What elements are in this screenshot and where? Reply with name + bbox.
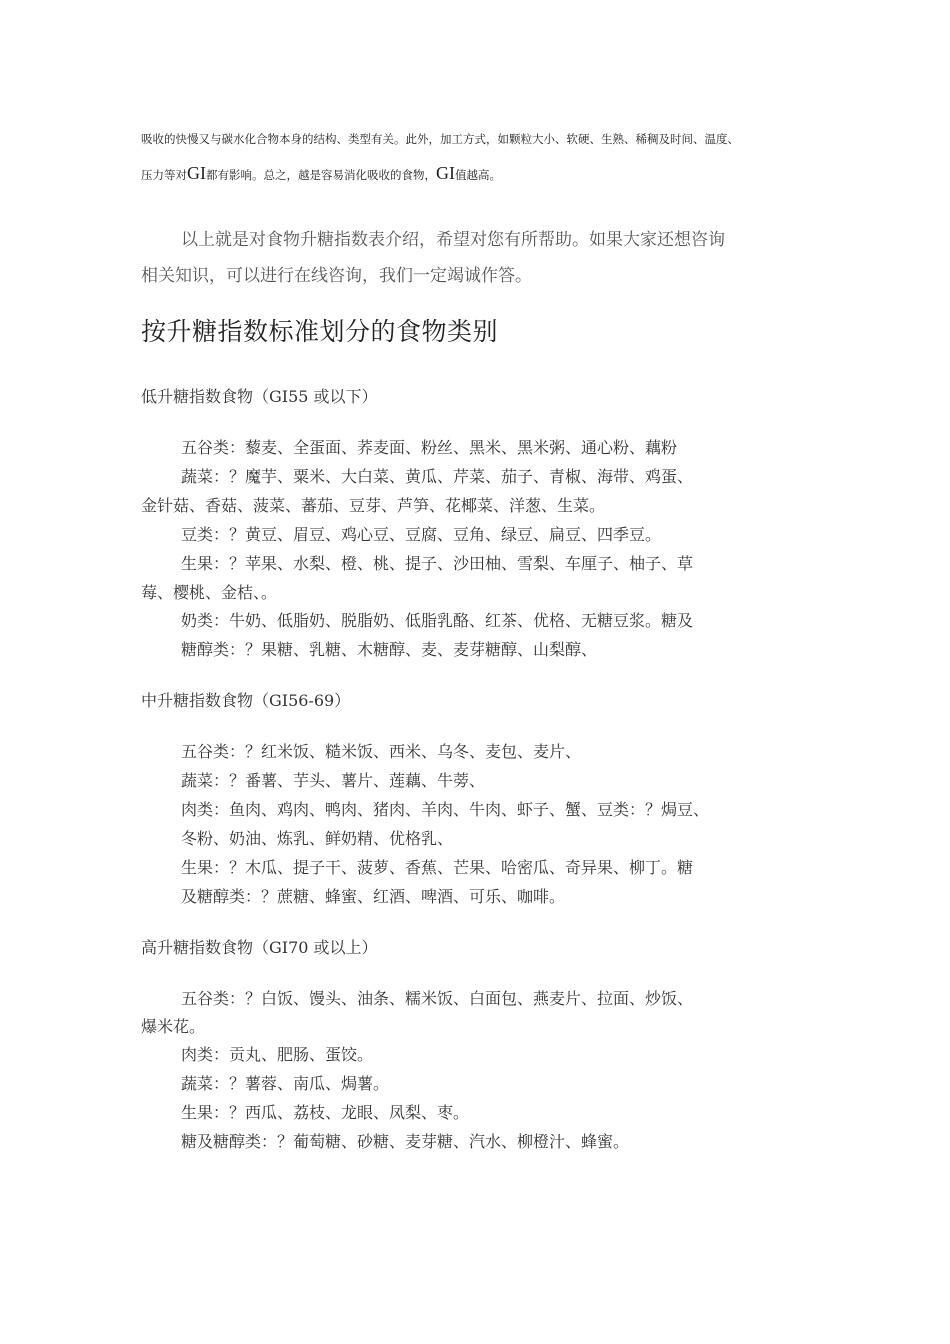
- low-gi-line: 金针菇、香菇、菠菜、蕃茄、豆芽、芦笋、花椰菜、洋葱、生菜。: [141, 496, 606, 515]
- high-gi-line: 糖及糖醇类：？葡萄糖、砂糖、麦芽糖、汽水、柳橙汁、蜂蜜。: [181, 1132, 630, 1151]
- intro-line-2-part-c: 值越高。: [455, 168, 501, 182]
- high-gi-line: 五谷类：？白饭、馒头、油条、糯米饭、白面包、燕麦片、拉面、炒饭、: [181, 989, 694, 1008]
- low-gi-line: 奶类：牛奶、低脂奶、脱脂奶、低脂乳酪、红茶、优格、无糖豆浆。糖及: [181, 611, 694, 630]
- high-gi-line: 肉类：贡丸、肥肠、蛋饺。: [181, 1045, 374, 1064]
- low-gi-line: 生果：？苹果、水梨、橙、桃、提子、沙田柚、雪梨、车厘子、柚子、草: [181, 554, 694, 573]
- low-gi-line: 五谷类：藜麦、全蛋面、荞麦面、粉丝、黑米、黑米粥、通心粉、藕粉: [181, 438, 678, 457]
- intro-line-2-part-a: 压力等对: [141, 168, 187, 182]
- high-gi-line: 生果：？西瓜、荔枝、龙眼、凤梨、枣。: [181, 1103, 470, 1122]
- mid-gi-line: 五谷类：？红米饭、糙米饭、西米、乌冬、麦包、麦片、: [181, 742, 582, 761]
- gi-term: GI: [436, 163, 455, 183]
- intro-line-1: 吸收的快慢又与碳水化合物本身的结构、类型有关。此外，加工方式，如颗粒大小、软硬、生熟、稀稠及时间、温度、: [141, 132, 739, 146]
- low-gi-line: 糖醇类：？果糖、乳糖、木糖醇、麦、麦芽糖醇、山梨醇、: [181, 640, 598, 659]
- mid-gi-line: 生果：？木瓜、提子干、菠萝、香蕉、芒果、哈密瓜、奇异果、柳丁。糖: [181, 858, 694, 877]
- high-gi-title: 高升糖指数食物（GI70 或以上）: [141, 938, 378, 957]
- high-gi-line: 爆米花。: [141, 1017, 206, 1036]
- closing-line-1: 以上就是对食物升糖指数表介绍，希望对您有所帮助。如果大家还想咨询: [181, 230, 725, 250]
- intro-line-2-part-b: 都有影响。总之，越是容易消化吸收的食物，: [206, 168, 436, 182]
- mid-gi-line: 蔬菜：？番薯、芋头、薯片、莲藕、牛蒡、: [181, 771, 486, 790]
- low-gi-line: 豆类：？黄豆、眉豆、鸡心豆、豆腐、豆角、绿豆、扁豆、四季豆。: [181, 525, 662, 544]
- mid-gi-line: 冬粉、奶油、炼乳、鲜奶精、优格乳、: [181, 829, 454, 848]
- closing-line-2: 相关知识，可以进行在线咨询，我们一定竭诚作答。: [141, 266, 532, 286]
- gi-term: GI: [187, 163, 206, 183]
- low-gi-title: 低升糖指数食物（GI55 或以下）: [141, 387, 378, 406]
- high-gi-line: 蔬菜：？薯蓉、南瓜、焗薯。: [181, 1074, 390, 1093]
- section-title: 按升糖指数标准划分的食物类别: [141, 317, 499, 346]
- mid-gi-line: 肉类：鱼肉、鸡肉、鸭肉、猪肉、羊肉、牛肉、虾子、蟹、豆类：？焗豆、: [181, 800, 710, 819]
- low-gi-line: 莓、樱桃、金桔、。: [141, 583, 278, 602]
- intro-line-2: [141, 163, 821, 184]
- low-gi-line: 蔬菜：？魔芋、粟米、大白菜、黄瓜、芹菜、茄子、青椒、海带、鸡蛋、: [181, 467, 694, 486]
- closing-paragraph: [141, 222, 821, 294]
- mid-gi-line: 及糖醇类：？蔗糖、蜂蜜、红酒、啤酒、可乐、咖啡。: [181, 887, 566, 906]
- mid-gi-title: 中升糖指数食物（GI56-69）: [141, 691, 351, 710]
